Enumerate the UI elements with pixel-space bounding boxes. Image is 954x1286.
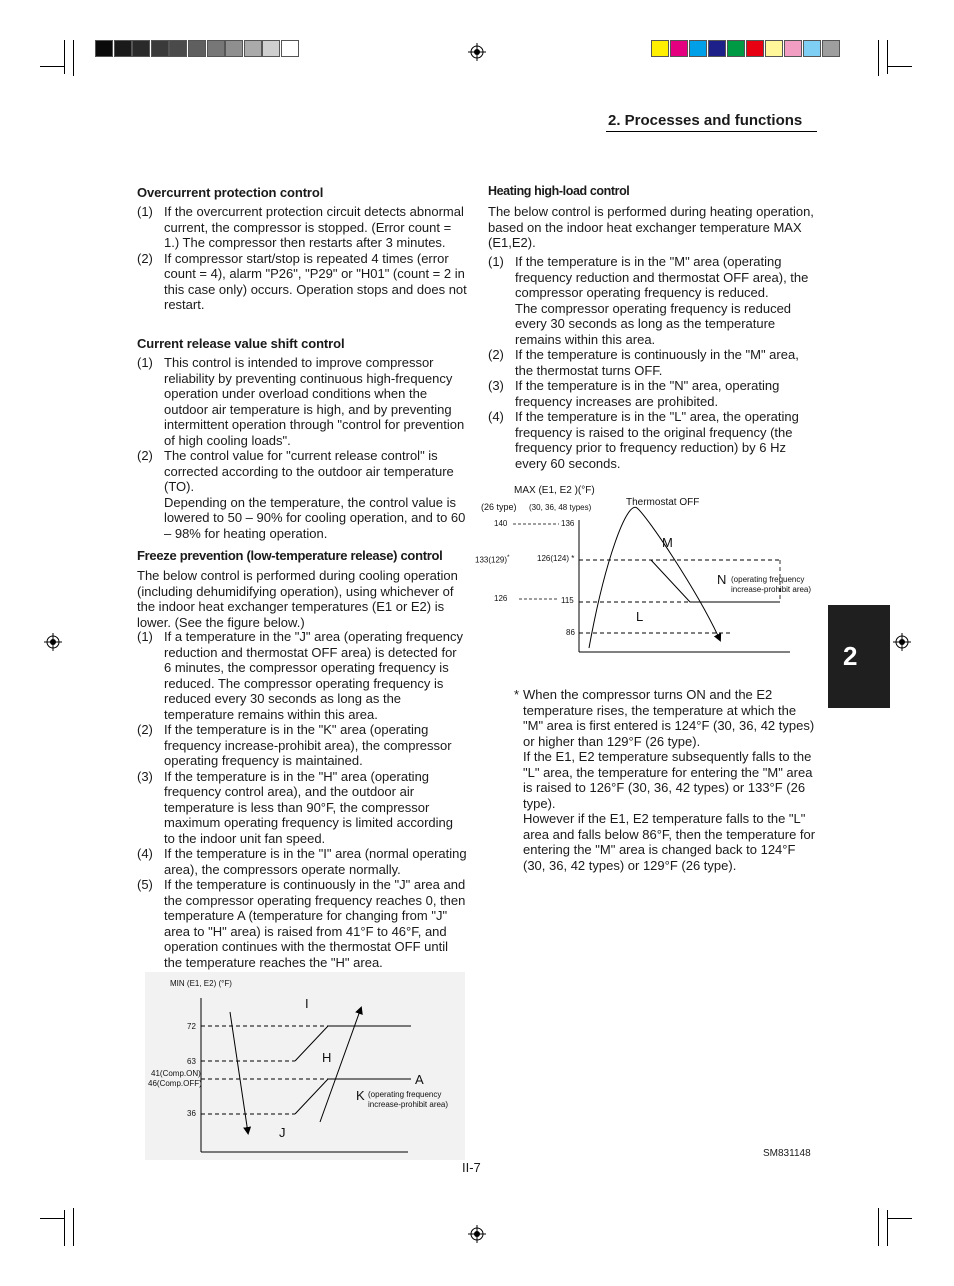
color-swatch bbox=[708, 40, 726, 57]
freeze-intro: The below control is performed during cooling operation (including dehumidifying operation), using whichever of the indoor heat exchanger temperatures (E1 or E2) is lower. (See the figure below.) bbox=[137, 568, 458, 630]
footnote-mark: * bbox=[514, 687, 520, 702]
gray-swatch bbox=[262, 40, 280, 57]
registration-mark-icon bbox=[468, 1225, 486, 1243]
gray-swatch bbox=[114, 40, 132, 57]
gray-swatch bbox=[244, 40, 262, 57]
freeze-area-k: K bbox=[356, 1088, 365, 1103]
list-item: (3) If the temperature is in the "N" area, operating frequency increases are prohibited. bbox=[488, 378, 780, 409]
list-item: (1) This control is intended to improve compressor reliability by preventing continuous high-frequency operation under overload conditions when the outdoor air temperature is high, and by preventing intermittent operation through "control for prevention of high cooling loads". bbox=[137, 355, 465, 448]
freeze-area-a: A bbox=[415, 1072, 424, 1087]
list-item: (3) If the temperature is in the "H" area (operating frequency control area), and the outdoor air temperature is less than 90°F, the compressor maximum operating frequency is limited according to the indoor unit fan speed. bbox=[137, 768, 454, 846]
list-item: (4) If the temperature is in the "I" area (normal operating area), the compressors operate normally. bbox=[137, 846, 467, 877]
color-swatch bbox=[651, 40, 669, 57]
color-swatch bbox=[784, 40, 802, 57]
freeze-chart-ylabel: MIN (E1, E2) (°F) bbox=[170, 979, 232, 988]
freeze-tick-46: 46(Comp.OFF) bbox=[148, 1079, 202, 1088]
freeze-area-k-note: (operating frequency increase-prohibit area) bbox=[368, 1090, 449, 1109]
heating-tick-115: 115 bbox=[561, 596, 574, 605]
gray-swatch bbox=[132, 40, 150, 57]
heating-area-m: M bbox=[662, 535, 673, 550]
freeze-area-j: J bbox=[279, 1125, 286, 1140]
current-release-title: Current release value shift control bbox=[137, 336, 345, 351]
freeze-tick-36: 36 bbox=[187, 1109, 196, 1118]
color-swatch bbox=[765, 40, 783, 57]
heating-intro: The below control is performed during heating operation, based on the indoor heat exchanger temperature MAX (E1,E2). bbox=[488, 204, 814, 250]
registration-mark-icon bbox=[468, 43, 486, 61]
overcurrent-title: Overcurrent protection control bbox=[137, 185, 324, 200]
color-swatch bbox=[670, 40, 688, 57]
heating-tick-126: 126 bbox=[494, 594, 508, 603]
section-header-underline bbox=[606, 131, 817, 132]
gray-swatch bbox=[225, 40, 243, 57]
freeze-list bbox=[137, 629, 467, 970]
chapter-tab-label: 2 bbox=[843, 641, 858, 671]
color-swatch bbox=[727, 40, 745, 57]
list-item: (5) If the temperature is continuously in the "J" area and the compressor operating frequency reaches 0, then temperature A (temperature for changing from "J" area to "H" area) is raised from 41°F to 46°F, and operation continues with the thermostat OFF until the temperature reaches the "H" area. bbox=[137, 877, 466, 970]
heating-tick-86: 86 bbox=[566, 628, 575, 637]
color-swatch bbox=[803, 40, 821, 57]
list-item: (4) If the temperature is in the "L" area, the operating frequency is raised to the original frequency (the frequency prior to frequency reduction) by 6 Hz every 60 seconds. bbox=[488, 409, 799, 471]
heating-list bbox=[488, 254, 818, 471]
heating-title: Heating high-load control bbox=[488, 184, 630, 198]
registration-mark-icon bbox=[893, 633, 911, 651]
list-item: (2) The control value for "current release control" is corrected according to the outdoor air temperature (TO). Depending on the temperature, the control value is lowered to 50 – 90% for cooling operation, and to 60 – 98% for heating operation. bbox=[137, 448, 466, 541]
heating-area-n-note: (operating frequency increase-prohibit area) bbox=[731, 575, 812, 594]
freeze-tick-63: 63 bbox=[187, 1057, 196, 1066]
freeze-tick-41: 41(Comp.ON) bbox=[151, 1069, 201, 1078]
heating-tick-133: 133(129)* bbox=[475, 554, 510, 565]
registration-mark-icon bbox=[44, 633, 62, 651]
gray-swatch bbox=[151, 40, 169, 57]
heating-area-l: L bbox=[636, 609, 644, 624]
freeze-title: Freeze prevention (low-temperature release) control bbox=[137, 548, 443, 563]
freeze-area-i: I bbox=[305, 996, 309, 1011]
footnote-paragraph: When the compressor turns ON and the E2 temperature rises, the temperature at which the "M" area is first entered is 124°F (30, 36, 42 types) or higher than 129°F (26 type). bbox=[523, 687, 815, 749]
freeze-tick-72: 72 bbox=[187, 1022, 196, 1031]
gray-swatch bbox=[207, 40, 225, 57]
gray-swatch bbox=[188, 40, 206, 57]
freeze-area-h: H bbox=[322, 1050, 332, 1065]
document-code: SM831148 bbox=[763, 1148, 811, 1159]
heating-col-other: (30, 36, 48 types) bbox=[529, 503, 592, 512]
color-swatch bbox=[746, 40, 764, 57]
gray-swatch bbox=[95, 40, 113, 57]
list-item: (1) If the temperature is in the "M" area (operating frequency reduction and thermostat OFF area), the compressor operating frequency is reduced. The compressor operating frequency is reduced every 30 seconds as long as the temperature remains within this area. bbox=[488, 254, 809, 347]
list-item: (2) If compressor start/stop is repeated 4 times (error count = 4), alarm "P26", "P29" or "H01" (count = 2 in this case only) occurs. Operation stops and does not restart. bbox=[137, 250, 467, 312]
color-swatch bbox=[689, 40, 707, 57]
page-number: II-7 bbox=[462, 1160, 481, 1175]
heating-area-n: N bbox=[717, 572, 727, 587]
gray-swatch bbox=[281, 40, 299, 57]
heating-tick-136: 136 bbox=[561, 519, 575, 528]
list-item: (1) If the overcurrent protection circuit detects abnormal current, the compressor is stopped. (Error count = 1.) The compressor then restarts after 3 minutes. bbox=[137, 204, 464, 250]
list-item: (1) If a temperature in the "J" area (operating frequency reduction and thermostat OFF area) is detected for 6 minutes, the compressor operating frequency is reduced. The compressor operating frequency is reduced every 30 seconds as long as the temperature remains within this area. bbox=[137, 629, 464, 722]
heating-tick-126-124: 126(124) * bbox=[537, 554, 575, 563]
list-item: (2) If the temperature is in the "K" area (operating frequency increase-prohibit area), the compressor operating frequency is maintained. bbox=[137, 722, 452, 768]
overcurrent-list bbox=[137, 204, 467, 313]
footnote-paragraph: If the E1, E2 temperature subsequently falls to the "L" area, the temperature for entering the "M" area is raised to 126°F (30, 36, 42 types) or 133°F (26 type). bbox=[523, 749, 813, 811]
chapter-tab bbox=[828, 605, 890, 708]
color-swatch bbox=[822, 40, 840, 57]
heating-tick-140: 140 bbox=[494, 519, 508, 528]
footnote bbox=[514, 687, 819, 873]
gray-swatch bbox=[169, 40, 187, 57]
section-header: 2. Processes and functions bbox=[608, 112, 803, 129]
list-item: (2) If the temperature is continuously in the "M" area, the thermostat turns OFF. bbox=[488, 347, 799, 378]
footnote-paragraph: However if the E1, E2 temperature falls to the "L" area and falls below 86°F, then the temperature for entering the "M" area is changed back to 124°F (30, 36, 42 types) or 129°F (26 type). bbox=[523, 811, 816, 873]
current-release-list bbox=[137, 355, 467, 541]
heating-col-26: (26 type) bbox=[481, 502, 517, 512]
heating-thermostat-off: Thermostat OFF bbox=[626, 497, 700, 508]
heating-chart-ylabel: MAX (E1, E2 )(°F) bbox=[514, 485, 595, 496]
